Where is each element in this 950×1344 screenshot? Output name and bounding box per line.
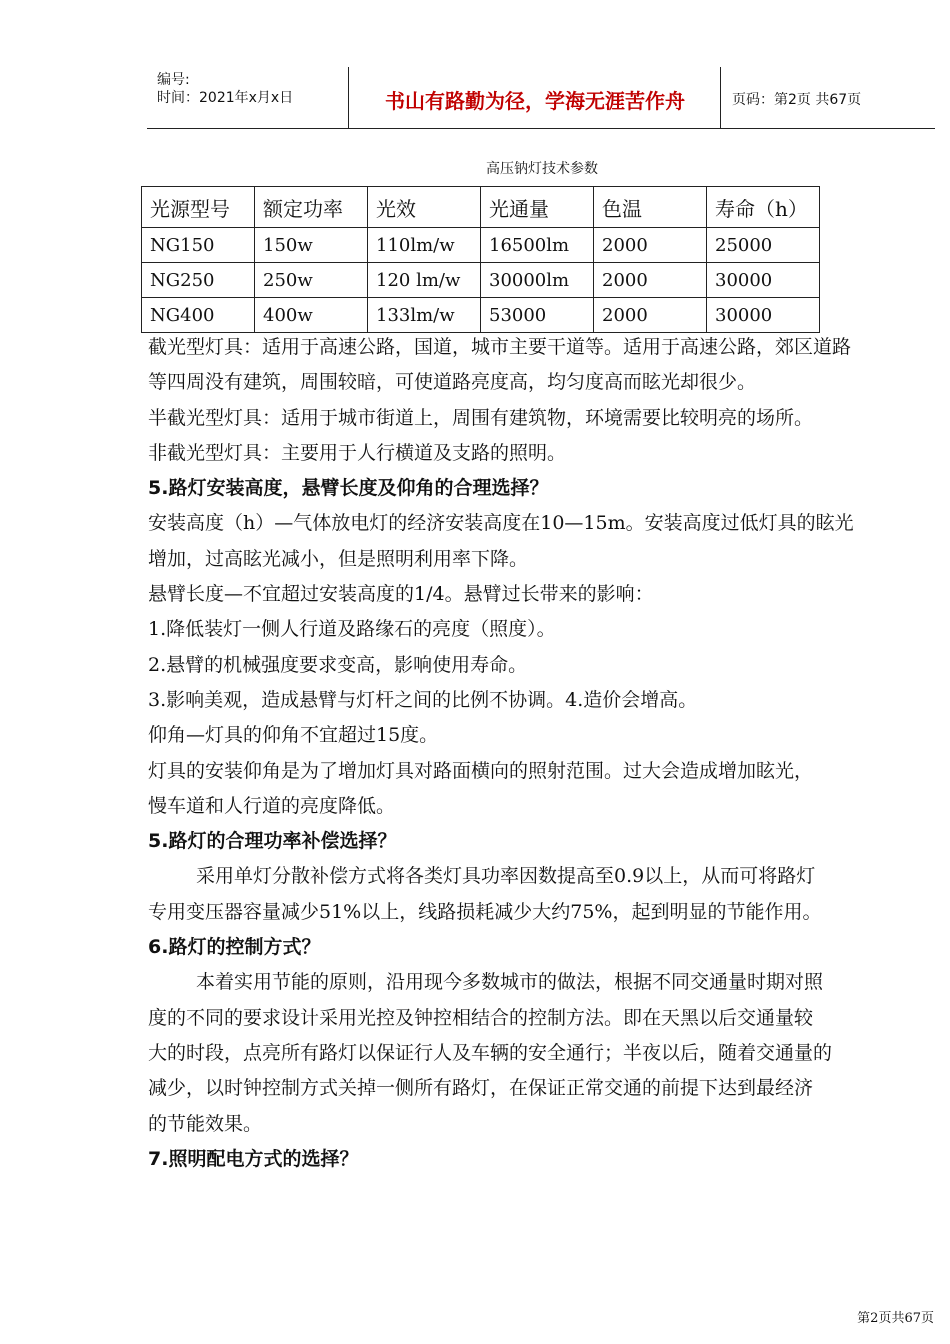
table-row xyxy=(142,298,820,333)
body-line: 度的不同的要求设计采用光控及钟控相结合的控制方法。即在天黑以后交通量较 xyxy=(148,1006,814,1029)
table-cell: 53000 xyxy=(481,298,594,333)
table-cell: 30000 xyxy=(707,298,820,333)
body-line: 增加，过高眩光减小，但是照明利用率下降。 xyxy=(148,547,529,570)
column-header: 额定功率 xyxy=(255,187,368,228)
motto: 书山有路勤为径，学海无涯苦作舟 xyxy=(385,89,685,113)
table-row xyxy=(142,263,820,298)
table-cell: 400w xyxy=(255,298,368,333)
body-line: 减少，以时钟控制方式关掉一侧所有路灯，在保证正常交通的前提下达到最经济 xyxy=(148,1077,814,1100)
column-header: 光通量 xyxy=(481,187,594,228)
document-body xyxy=(148,330,938,1177)
body-line: 的节能效果。 xyxy=(148,1112,263,1135)
header-meta-cell xyxy=(147,67,349,128)
time-label: 时间：2021年x月x日 xyxy=(157,90,294,106)
table-cell: 2000 xyxy=(594,298,707,333)
body-line: 安装高度（h）—气体放电灯的经济安装高度在10—15m。安装高度过低灯具的眩光 xyxy=(148,512,854,535)
table-caption: 高压钠灯技术参数 xyxy=(486,161,598,177)
number-label: 编号: xyxy=(157,72,190,88)
table-cell: 250w xyxy=(255,263,368,298)
column-header: 寿命（h） xyxy=(707,187,820,228)
table-cell: NG400 xyxy=(142,298,255,333)
column-header: 色温 xyxy=(594,187,707,228)
table-cell: 133lm/w xyxy=(368,298,481,333)
body-line: 灯具的安装仰角是为了增加灯具对路面横向的照射范围。过大会造成增加眩光， xyxy=(148,759,814,782)
table-cell: 120 lm/w xyxy=(368,263,481,298)
column-header: 光效 xyxy=(368,187,481,228)
section-heading: 5.路灯的合理功率补偿选择？ xyxy=(148,830,397,853)
body-line: 非截光型灯具：主要用于人行横道及支路的照明。 xyxy=(148,441,567,464)
body-line: 慢车道和人行道的亮度降低。 xyxy=(148,794,396,817)
page-header xyxy=(147,67,935,129)
table-cell: 25000 xyxy=(707,228,820,263)
body-line: 1.降低装灯一侧人行道及路缘石的亮度（照度）。 xyxy=(148,618,556,641)
table-cell: 30000lm xyxy=(481,263,594,298)
body-line: 专用变压器容量减少51%以上，线路损耗减少大约75%，起到明显的节能作用。 xyxy=(148,900,822,923)
body-line: 等四周没有建筑，周围较暗，可使道路亮度高，均匀度高而眩光却很少。 xyxy=(148,371,757,394)
body-line: 截光型灯具：适用于高速公路，国道，城市主要干道等。适用于高速公路，郊区道路 xyxy=(148,336,852,358)
body-line: 采用单灯分散补偿方式将各类灯具功率因数提高至0.9以上，从而可将路灯 xyxy=(196,865,816,888)
section-heading: 5.路灯安装高度，悬臂长度及仰角的合理选择？ xyxy=(148,477,549,500)
header-page-cell xyxy=(722,67,935,128)
body-line: 悬臂长度—不宜超过安装高度的1/4。悬臂过长带来的影响： xyxy=(148,583,654,606)
column-header: 光源型号 xyxy=(142,187,255,228)
body-line: 大的时段，点亮所有路灯以保证行人及车辆的安全通行；半夜以后，随着交通量的 xyxy=(148,1041,833,1064)
section-heading: 6.路灯的控制方式？ xyxy=(148,936,321,959)
table-cell: 2000 xyxy=(594,263,707,298)
body-line: 本着实用节能的原则，沿用现今多数城市的做法，根据不同交通量时期对照 xyxy=(196,971,824,994)
table-row xyxy=(142,228,820,263)
table-cell: NG150 xyxy=(142,228,255,263)
body-line: 3.影响美观，造成悬臂与灯杆之间的比例不协调。4.造价会增高。 xyxy=(148,688,698,711)
table-cell: NG250 xyxy=(142,263,255,298)
section-heading: 7.照明配电方式的选择？ xyxy=(148,1147,359,1170)
table-cell: 30000 xyxy=(707,263,820,298)
body-line: 半截光型灯具：适用于城市街道上，周围有建筑物，环境需要比较明亮的场所。 xyxy=(148,406,814,429)
lamp-params-table xyxy=(141,186,820,333)
body-line: 仰角—灯具的仰角不宜超过15度。 xyxy=(148,724,439,747)
header-motto-cell xyxy=(350,67,721,128)
table-cell: 16500lm xyxy=(481,228,594,263)
page-label: 页码：第2页 共67页 xyxy=(732,92,862,108)
page-footer: 第2页共67页 xyxy=(857,1311,934,1326)
table-cell: 2000 xyxy=(594,228,707,263)
table-cell: 150w xyxy=(255,228,368,263)
table-cell: 110lm/w xyxy=(368,228,481,263)
table-header-row xyxy=(142,187,820,228)
body-line: 2.悬臂的机械强度要求变高，影响使用寿命。 xyxy=(148,653,528,676)
